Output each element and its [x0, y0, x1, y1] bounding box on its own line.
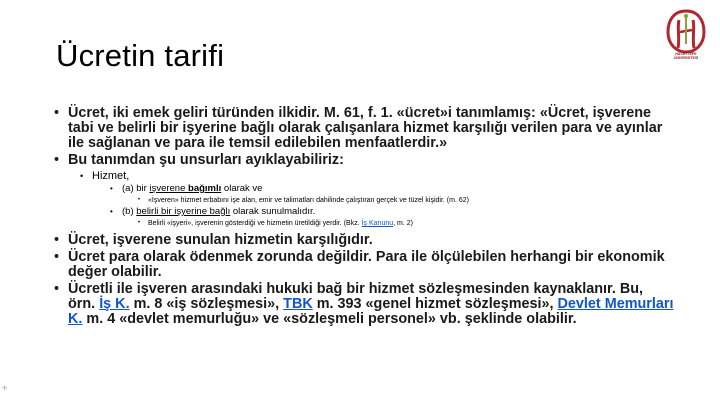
bullet-dot-icon: • — [110, 184, 113, 193]
tbk-link[interactable]: TBK — [283, 296, 313, 312]
subbullet-b — [54, 206, 674, 218]
detail-a-text: «İşveren» hizmet erbabını işe alan, emir ve talimatları dahilinde çalıştıran gerçek ve tüzel kişidir. (m. 62) — [148, 197, 469, 204]
bullet-elements — [54, 153, 674, 168]
bullet-dot-icon: • — [110, 207, 113, 216]
detail-b — [54, 218, 674, 229]
subbullet-a — [54, 183, 674, 195]
bullet-legal-bond — [54, 282, 674, 327]
legal-bond-part1: Ücretli ile işveren arasındaki hukuki bağ bir hizmet sözleşmesinden kaynaklanır. Bu, örn. — [68, 281, 644, 312]
detail-b-suffix: , m. 2) — [393, 220, 413, 227]
bullet-dot-icon: • — [138, 197, 141, 203]
b-prefix: (b) — [122, 206, 137, 217]
subbullet-hizmet — [54, 170, 674, 183]
b-underlined-workplace: belirli bir işyerine bağlı — [136, 206, 231, 217]
bullet-dot-icon: • — [54, 232, 60, 248]
bullet-text: Ücret para olarak ödenmek zorunda değildir. Para ile ölçülebilen herhangi bir ekonomik değer olabilir. — [68, 249, 665, 280]
bullet-definition — [54, 106, 674, 151]
logo-caption-line2: ÜNİVERSİTESİ — [673, 56, 699, 60]
a-prefix: (a) bir — [122, 183, 150, 194]
legal-bond-part3: m. 393 «genel hizmet sözleşmesi», — [312, 296, 558, 312]
bullet-text: Ücret, işverene sunulan hizmetin karşılığıdır. — [68, 232, 373, 248]
bullet-text: Ücret, iki emek geliri türünden ilkidir. M. 61, f. 1. «ücret»i tanımlamış: «Ücret, işverene tabi ve belirli bir işyerine bağlı olarak çalışanlara hizmet karşılığı verilen para ve ayınlar ile sağlanan ve para ile temsil edilebilen menfaatlerdir.» — [68, 105, 663, 151]
a-underlined-employer: işverene — [149, 183, 189, 194]
detail-a — [54, 195, 674, 206]
legal-bond-part4: m. 4 «devlet memurluğu» ve «sözleşmeli personel» vb. şeklinde olabilir. — [82, 311, 577, 327]
subbullet-text: Hizmet, — [92, 170, 130, 182]
bullet-dot-icon: • — [54, 105, 60, 121]
is-kanunu-link[interactable]: İş Kanunu — [361, 220, 394, 227]
bullet-dot-icon: • — [80, 171, 84, 181]
is-k-link[interactable]: İş K. — [99, 296, 130, 312]
bullet-service-return — [54, 233, 674, 248]
bullet-dot-icon: • — [54, 249, 60, 265]
a-underlined-dependent: bağımlı — [188, 183, 222, 194]
bullet-dot-icon: • — [54, 152, 60, 168]
a-suffix: olarak ve — [221, 183, 263, 194]
slide-content — [54, 106, 674, 329]
b-suffix: olarak sunulmalıdır. — [230, 206, 316, 217]
bullet-text: Bu tanımdan şu unsurları ayıklayabiliriz: — [68, 152, 344, 168]
bullet-not-money — [54, 250, 674, 280]
logo-caption-line1: HACETTEPE — [675, 52, 697, 56]
legal-bond-part2: m. 8 «iş sözleşmesi», — [129, 296, 284, 312]
slide-title: Ücretin tarifi — [56, 38, 225, 73]
bullet-dot-icon: • — [138, 220, 141, 226]
devlet-memurlari-k-link[interactable]: Devlet Memurları K. — [68, 296, 674, 327]
corner-mark-icon: ✣ — [2, 386, 8, 392]
logo-caption — [662, 52, 710, 60]
bullet-dot-icon: • — [54, 281, 60, 297]
detail-b-prefix: Belirli «işyeri», işverenin gösterdiği ve hizmetin üretildiği yerdir. (Bkz. — [148, 220, 362, 227]
